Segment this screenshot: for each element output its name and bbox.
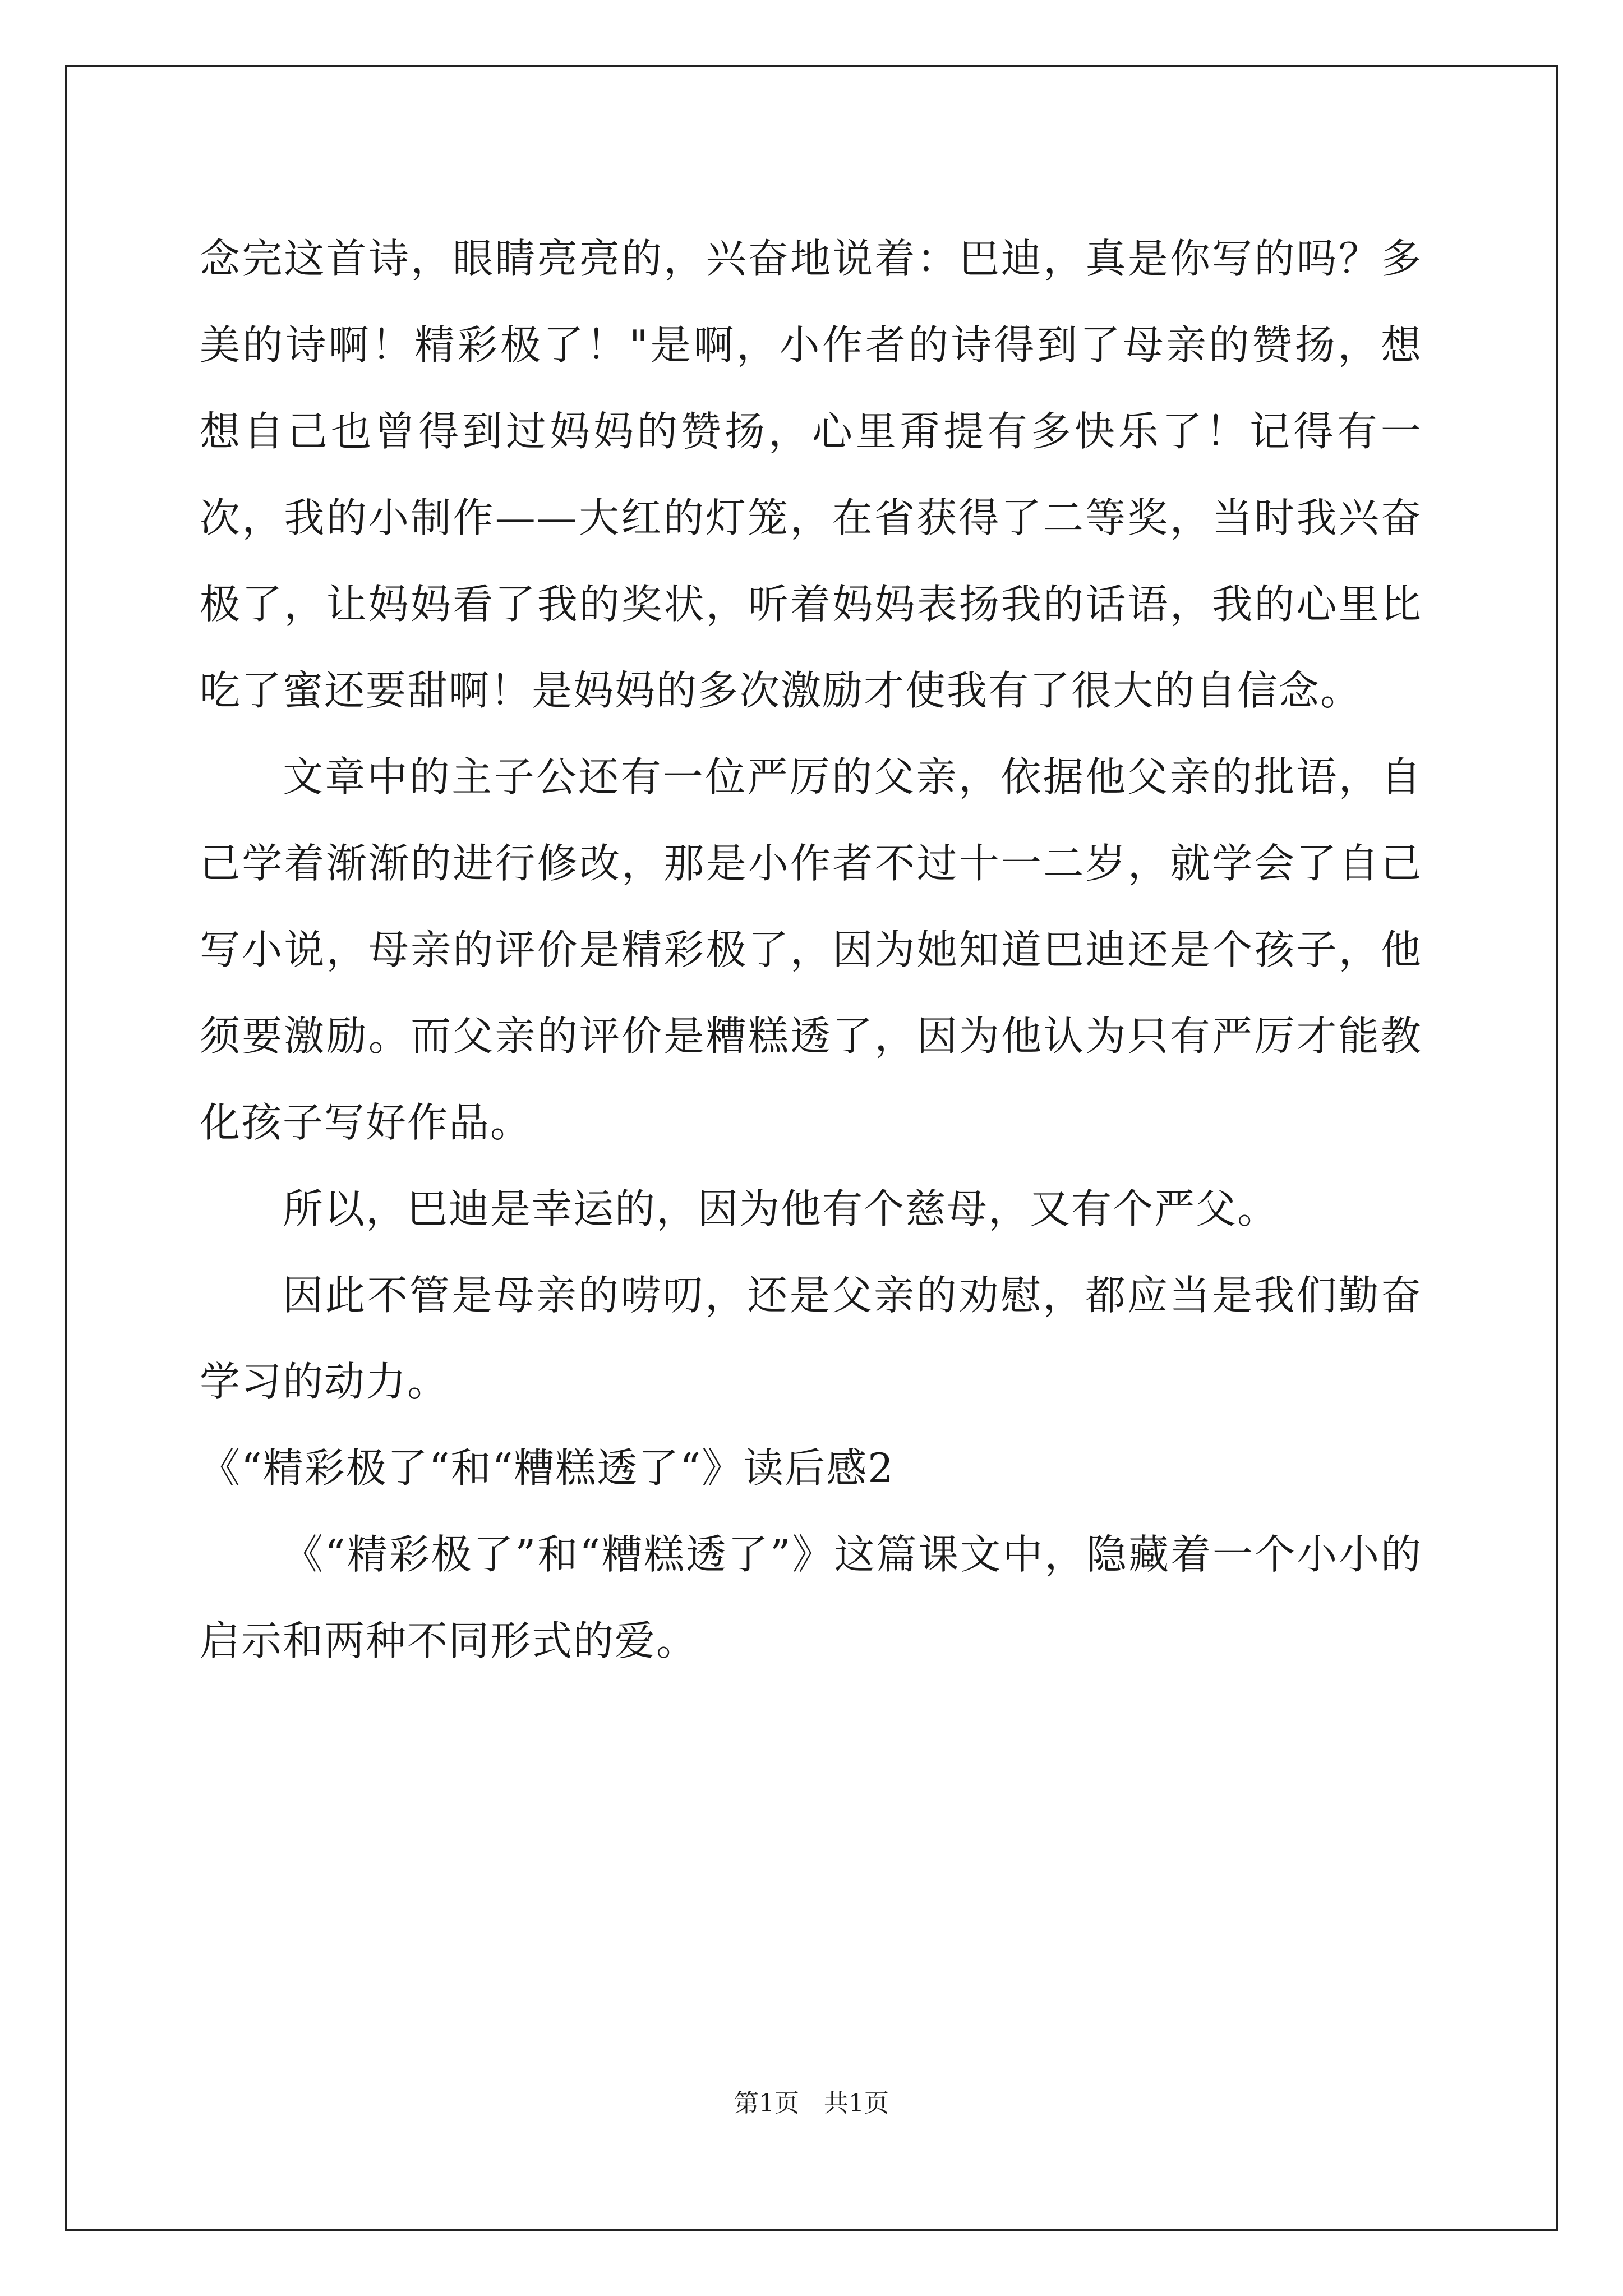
paragraph-2: 文章中的主子公还有一位严厉的父亲，依据他父亲的批语，自己学着渐渐的进行修改，那是小作者不过十一二岁，就学会了自己写小说，母亲的评价是精彩极了，因为她知道巴迪还是个孩子，他须要激励。而父亲的评价是糟糕透了，因为他认为只有严厉才能教化孩子写好作品。 <box>200 753 1422 1146</box>
page-footer: 第1页 共1页 <box>734 2089 889 2118</box>
paragraph-1: 念完这首诗，眼睛亮亮的，兴奋地说着：巴迪，真是你写的吗？多美的诗啊！精彩极了！"是啊，小作者的诗得到了母亲的赞扬，想想自己也曾得到过妈妈的赞扬，心里甭提有多快乐了！记得有一次，我的小制作——大红的灯笼，在省获得了二等奖，当时我兴奋极了，让妈妈看了我的奖状，听着妈妈表扬我的话语，我的心里比吃了蜜还要甜啊！是妈妈的多次激励才使我有了很大的自信念。 <box>200 235 1422 714</box>
document-body <box>200 215 1422 1684</box>
section-title: 《“精彩极了“和“糟糕透了“》读后感2 <box>200 1444 895 1492</box>
paragraph-4: 因此不管是母亲的唠叨，还是父亲的劝慰，都应当是我们勤奋学习的动力。 <box>200 1272 1422 1405</box>
paragraph-5: 《“精彩极了”和“糟糕透了”》这篇课文中，隐藏着一个小小的启示和两种不同形式的爱。 <box>200 1531 1422 1664</box>
paragraph-3: 所以，巴迪是幸运的，因为他有个慈母，又有个严父。 <box>283 1185 1279 1232</box>
